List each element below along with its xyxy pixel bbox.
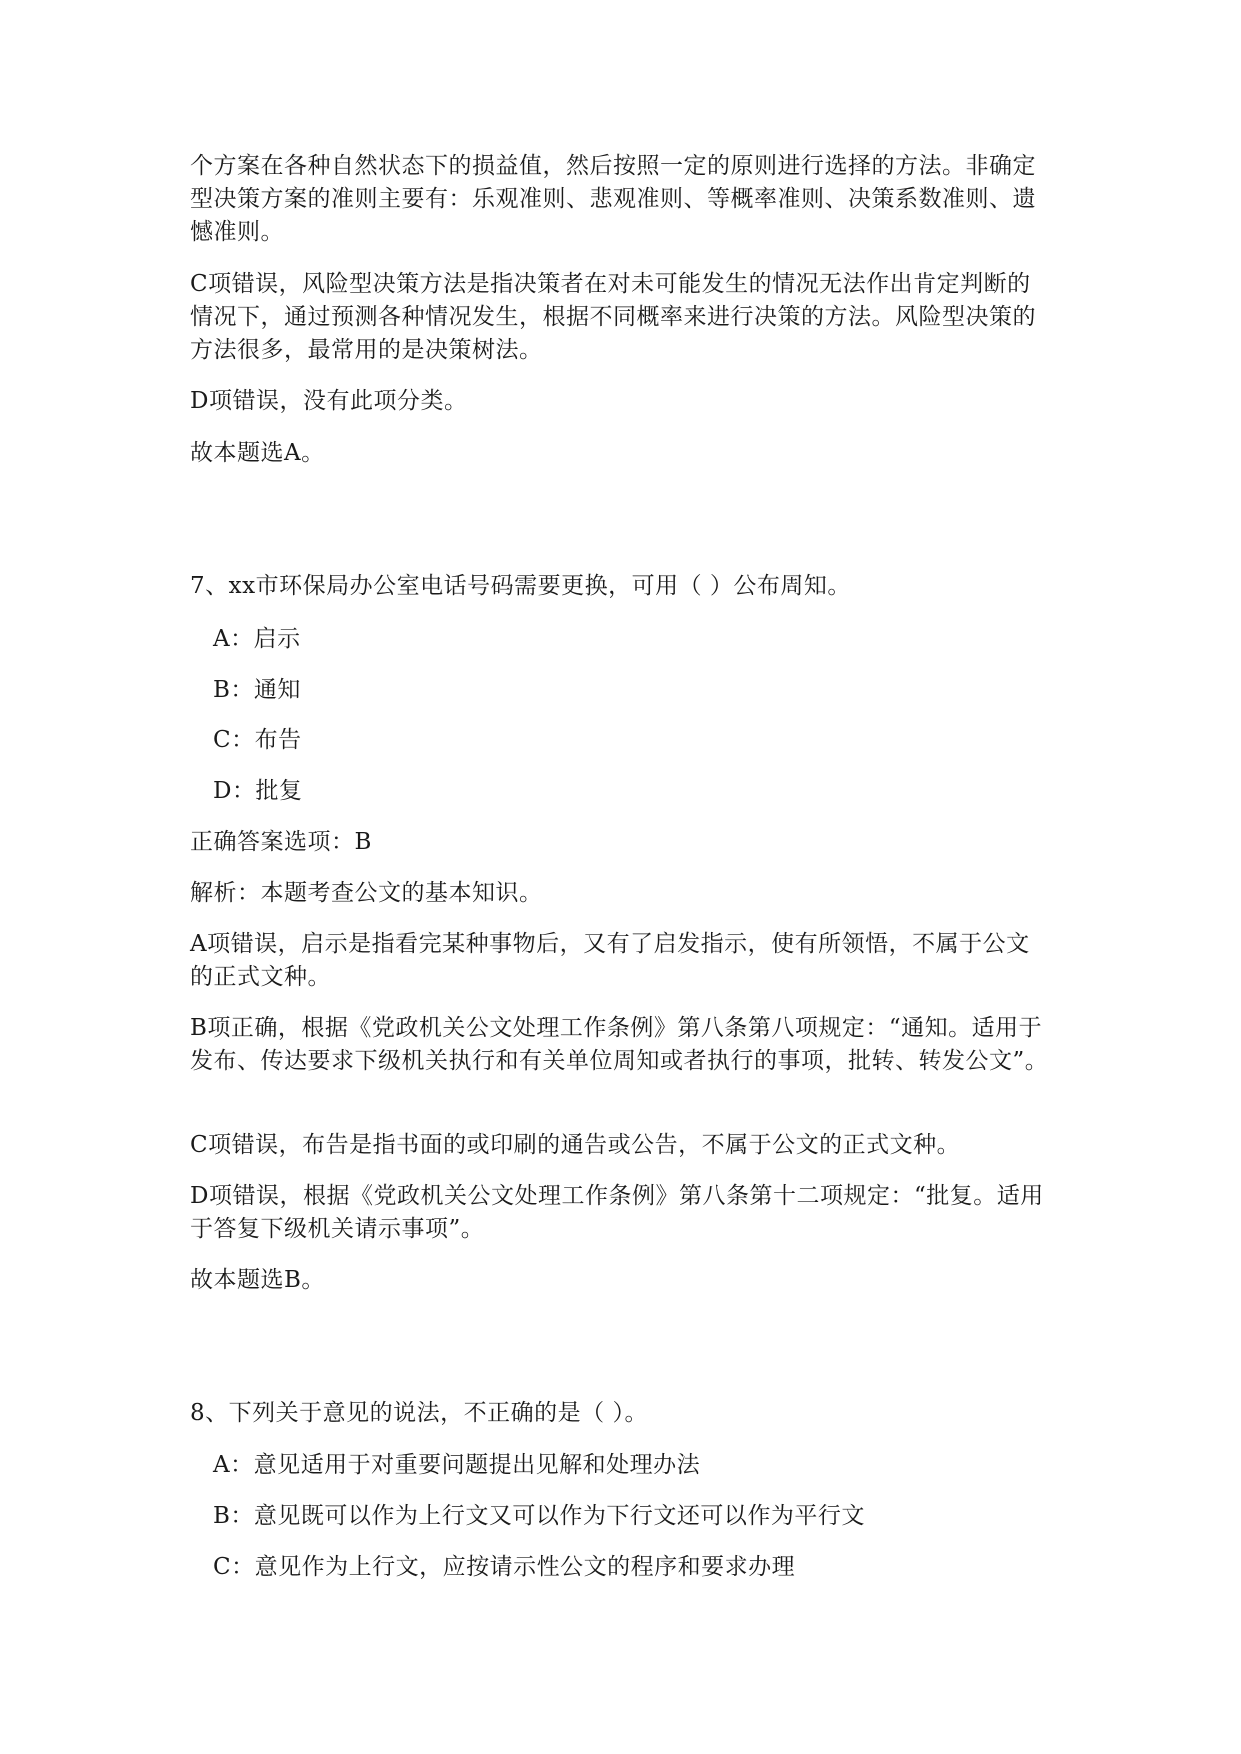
question-8-option-c: C：意见作为上行文，应按请示性公文的程序和要求办理 [213, 1554, 796, 1580]
question-7-option-c-analysis: C项错误，布告是指书面的或印刷的通告或公告，不属于公文的正式文种。 [190, 1132, 961, 1158]
question-8-stem: 8、下列关于意见的说法，不正确的是（ ）。 [190, 1400, 648, 1426]
question-7-option-d: D：批复 [213, 778, 303, 804]
question-7-stem: 7、xx市环保局办公室电话号码需要更换，可用（ ）公布周知。 [190, 573, 851, 599]
prev-conclusion: 故本题选A。 [190, 440, 325, 466]
prev-option-c-analysis: C项错误，风险型决策方法是指决策者在对未可能发生的情况无法作出肯定判断的情况下，通过预测各种情况发生，根据不同概率来进行决策的方法。风险型决策的方法很多，最常用的是决策树法。 [190, 271, 1036, 363]
question-7-option-a-analysis: A项错误，启示是指看完某种事物后，又有了启发指示，使有所领悟，不属于公文的正式文种。 [190, 931, 1030, 990]
question-7-conclusion: 故本题选B。 [190, 1267, 325, 1293]
prev-option-d-analysis: D项错误，没有此项分类。 [190, 388, 468, 414]
question-7-option-c: C：布告 [213, 727, 302, 753]
question-7-option-b: B：通知 [213, 677, 301, 703]
prev-explanation-continued: 个方案在各种自然状态下的损益值，然后按照一定的原则进行选择的方法。非确定型决策方案的准则主要有：乐观准则、悲观准则、等概率准则、决策系数准则、遗憾准则。 [190, 153, 1036, 245]
question-7-option-d-analysis: D项错误，根据《党政机关公文处理工作条例》第八条第十二项规定：“批复。适用于答复下级机关请示事项”。 [190, 1183, 1044, 1242]
question-7-option-b-analysis: B项正确，根据《党政机关公文处理工作条例》第八条第八项规定：“通知。适用于发布、传达要求下级机关执行和有关单位周知或者执行的事项，批转、转发公文”。 [190, 1015, 1049, 1074]
question-7-option-a: A：启示 [213, 626, 301, 652]
question-7-analysis-intro: 解析：本题考查公文的基本知识。 [190, 880, 543, 906]
question-7-answer: 正确答案选项：B [190, 829, 372, 855]
question-8-option-a: A：意见适用于对重要问题提出见解和处理办法 [213, 1452, 701, 1478]
question-8-option-b: B：意见既可以作为上行文又可以作为下行文还可以作为平行文 [213, 1503, 865, 1529]
